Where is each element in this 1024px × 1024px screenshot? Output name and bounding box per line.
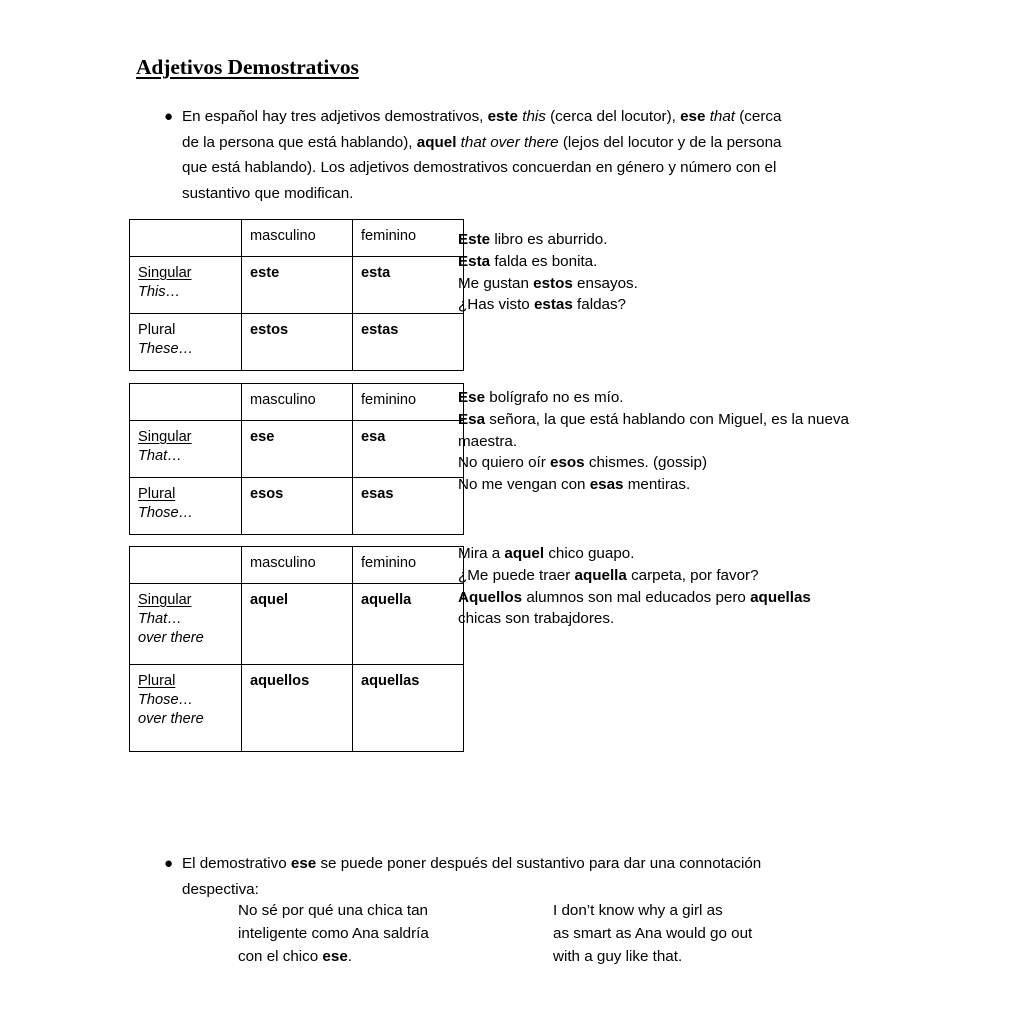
example-line: No quiero oír esos chismes. (gossip) bbox=[458, 454, 708, 472]
cell-feminine-plural: estas bbox=[353, 314, 464, 371]
example-line: Mira a aquel chico guapo. bbox=[458, 545, 635, 562]
table-header-masculine: masculino bbox=[242, 384, 353, 421]
example-line: Esta falda es bonita. bbox=[458, 252, 598, 270]
ese-note-paragraph: El demostrativo ese se puede poner después del sustantivo para dar una connotación despectiva: bbox=[182, 855, 762, 898]
example-line: inteligente como Ana saldría bbox=[238, 925, 429, 942]
row-number-label: Singular bbox=[138, 592, 192, 608]
row-english-label: Those… bbox=[138, 692, 194, 708]
table-header-blank bbox=[130, 547, 242, 584]
row-label-plural bbox=[130, 665, 242, 752]
cell-feminine-plural: esas bbox=[353, 478, 464, 535]
cell-masculine-plural: aquellos bbox=[242, 665, 353, 752]
row-number-label: Singular bbox=[138, 429, 192, 445]
table-header-feminine: feminino bbox=[353, 547, 464, 584]
table-row bbox=[130, 384, 464, 421]
row-number-label: Plural bbox=[138, 673, 176, 689]
row-label-plural bbox=[130, 478, 242, 535]
example-line: Ese bolígrafo no es mío. bbox=[458, 389, 624, 406]
cell-feminine-singular: esa bbox=[353, 421, 464, 478]
cell-masculine-plural: estos bbox=[242, 314, 353, 371]
row-number-label: Singular bbox=[138, 265, 192, 281]
table-row bbox=[130, 547, 464, 584]
bullet-icon: ● bbox=[164, 108, 174, 125]
cell-masculine-singular: ese bbox=[242, 421, 353, 478]
intro-paragraph: En español hay tres adjetivos demostrativos, este this (cerca del locutor), ese that (cerca de la persona que está hablando), aquel that over there (lejos del locutor y de la persona que está hablando). Los adjetivos demostrativos concuerdan en género y número con el sustantivo que modifican. bbox=[182, 108, 782, 202]
table-header-masculine: masculino bbox=[242, 220, 353, 257]
table-row bbox=[130, 257, 464, 314]
example-line: with a guy like that. bbox=[553, 948, 683, 965]
table-row bbox=[130, 314, 464, 371]
table-row bbox=[130, 220, 464, 257]
example-line: as smart as Ana would go out bbox=[553, 925, 753, 942]
examples-aquel bbox=[458, 543, 858, 630]
translation-spanish-column bbox=[238, 899, 553, 968]
table-aquel bbox=[129, 546, 464, 752]
cell-feminine-singular: esta bbox=[353, 257, 464, 314]
row-english-label: That… bbox=[138, 448, 182, 464]
cell-masculine-singular: este bbox=[242, 257, 353, 314]
row-number-label: Plural bbox=[138, 486, 176, 502]
example-line: Esa señora, la que está hablando con Miguel, es la nueva maestra. bbox=[458, 410, 849, 450]
row-label-singular bbox=[130, 257, 242, 314]
intro-bullet-block bbox=[164, 104, 804, 206]
example-line: I don’t know why a girl as bbox=[553, 902, 723, 919]
cell-masculine-plural: esos bbox=[242, 478, 353, 535]
translation-example bbox=[238, 899, 858, 968]
row-label-plural bbox=[130, 314, 242, 371]
cell-feminine-plural: aquellas bbox=[353, 665, 464, 752]
cell-feminine-singular: aquella bbox=[353, 584, 464, 665]
row-english-label-extra: over there bbox=[138, 711, 204, 727]
example-line: Me gustan estos ensayos. bbox=[458, 274, 638, 292]
table-ese bbox=[129, 383, 464, 535]
example-line: No sé por qué una chica tan bbox=[238, 902, 428, 919]
example-line: ¿Me puede traer aquella carpeta, por favor? bbox=[458, 566, 759, 584]
examples-ese bbox=[458, 387, 883, 496]
example-line: No me vengan con esas mentiras. bbox=[458, 476, 691, 494]
example-line: con el chico ese. bbox=[238, 948, 352, 965]
table-header-blank bbox=[130, 384, 242, 421]
example-line: Aquellos alumnos son mal educados pero aquellas chicas son trabajdores. bbox=[458, 588, 811, 628]
table-header-feminine: feminino bbox=[353, 384, 464, 421]
row-english-label: Those… bbox=[138, 505, 194, 521]
table-header-feminine: feminino bbox=[353, 220, 464, 257]
ese-note-bullet-block bbox=[164, 851, 784, 902]
table-header-masculine: masculino bbox=[242, 547, 353, 584]
table-row bbox=[130, 421, 464, 478]
row-number-label: Plural bbox=[138, 322, 176, 338]
table-row bbox=[130, 478, 464, 535]
bullet-icon: ● bbox=[164, 855, 174, 872]
examples-este bbox=[458, 229, 888, 316]
row-english-label: These… bbox=[138, 341, 194, 357]
table-header-blank bbox=[130, 220, 242, 257]
row-label-singular bbox=[130, 584, 242, 665]
row-english-label: This… bbox=[138, 284, 181, 300]
page-title: Adjetivos Demostrativos bbox=[136, 55, 359, 79]
table-este bbox=[129, 219, 464, 371]
table-row bbox=[130, 665, 464, 752]
example-line: ¿Has visto estas faldas? bbox=[458, 296, 627, 314]
row-english-label-extra: over there bbox=[138, 630, 204, 646]
translation-english-column bbox=[553, 899, 853, 968]
table-row bbox=[130, 584, 464, 665]
row-label-singular bbox=[130, 421, 242, 478]
cell-masculine-singular: aquel bbox=[242, 584, 353, 665]
example-line: Este libro es aburrido. bbox=[458, 231, 608, 248]
row-english-label: That… bbox=[138, 611, 182, 627]
